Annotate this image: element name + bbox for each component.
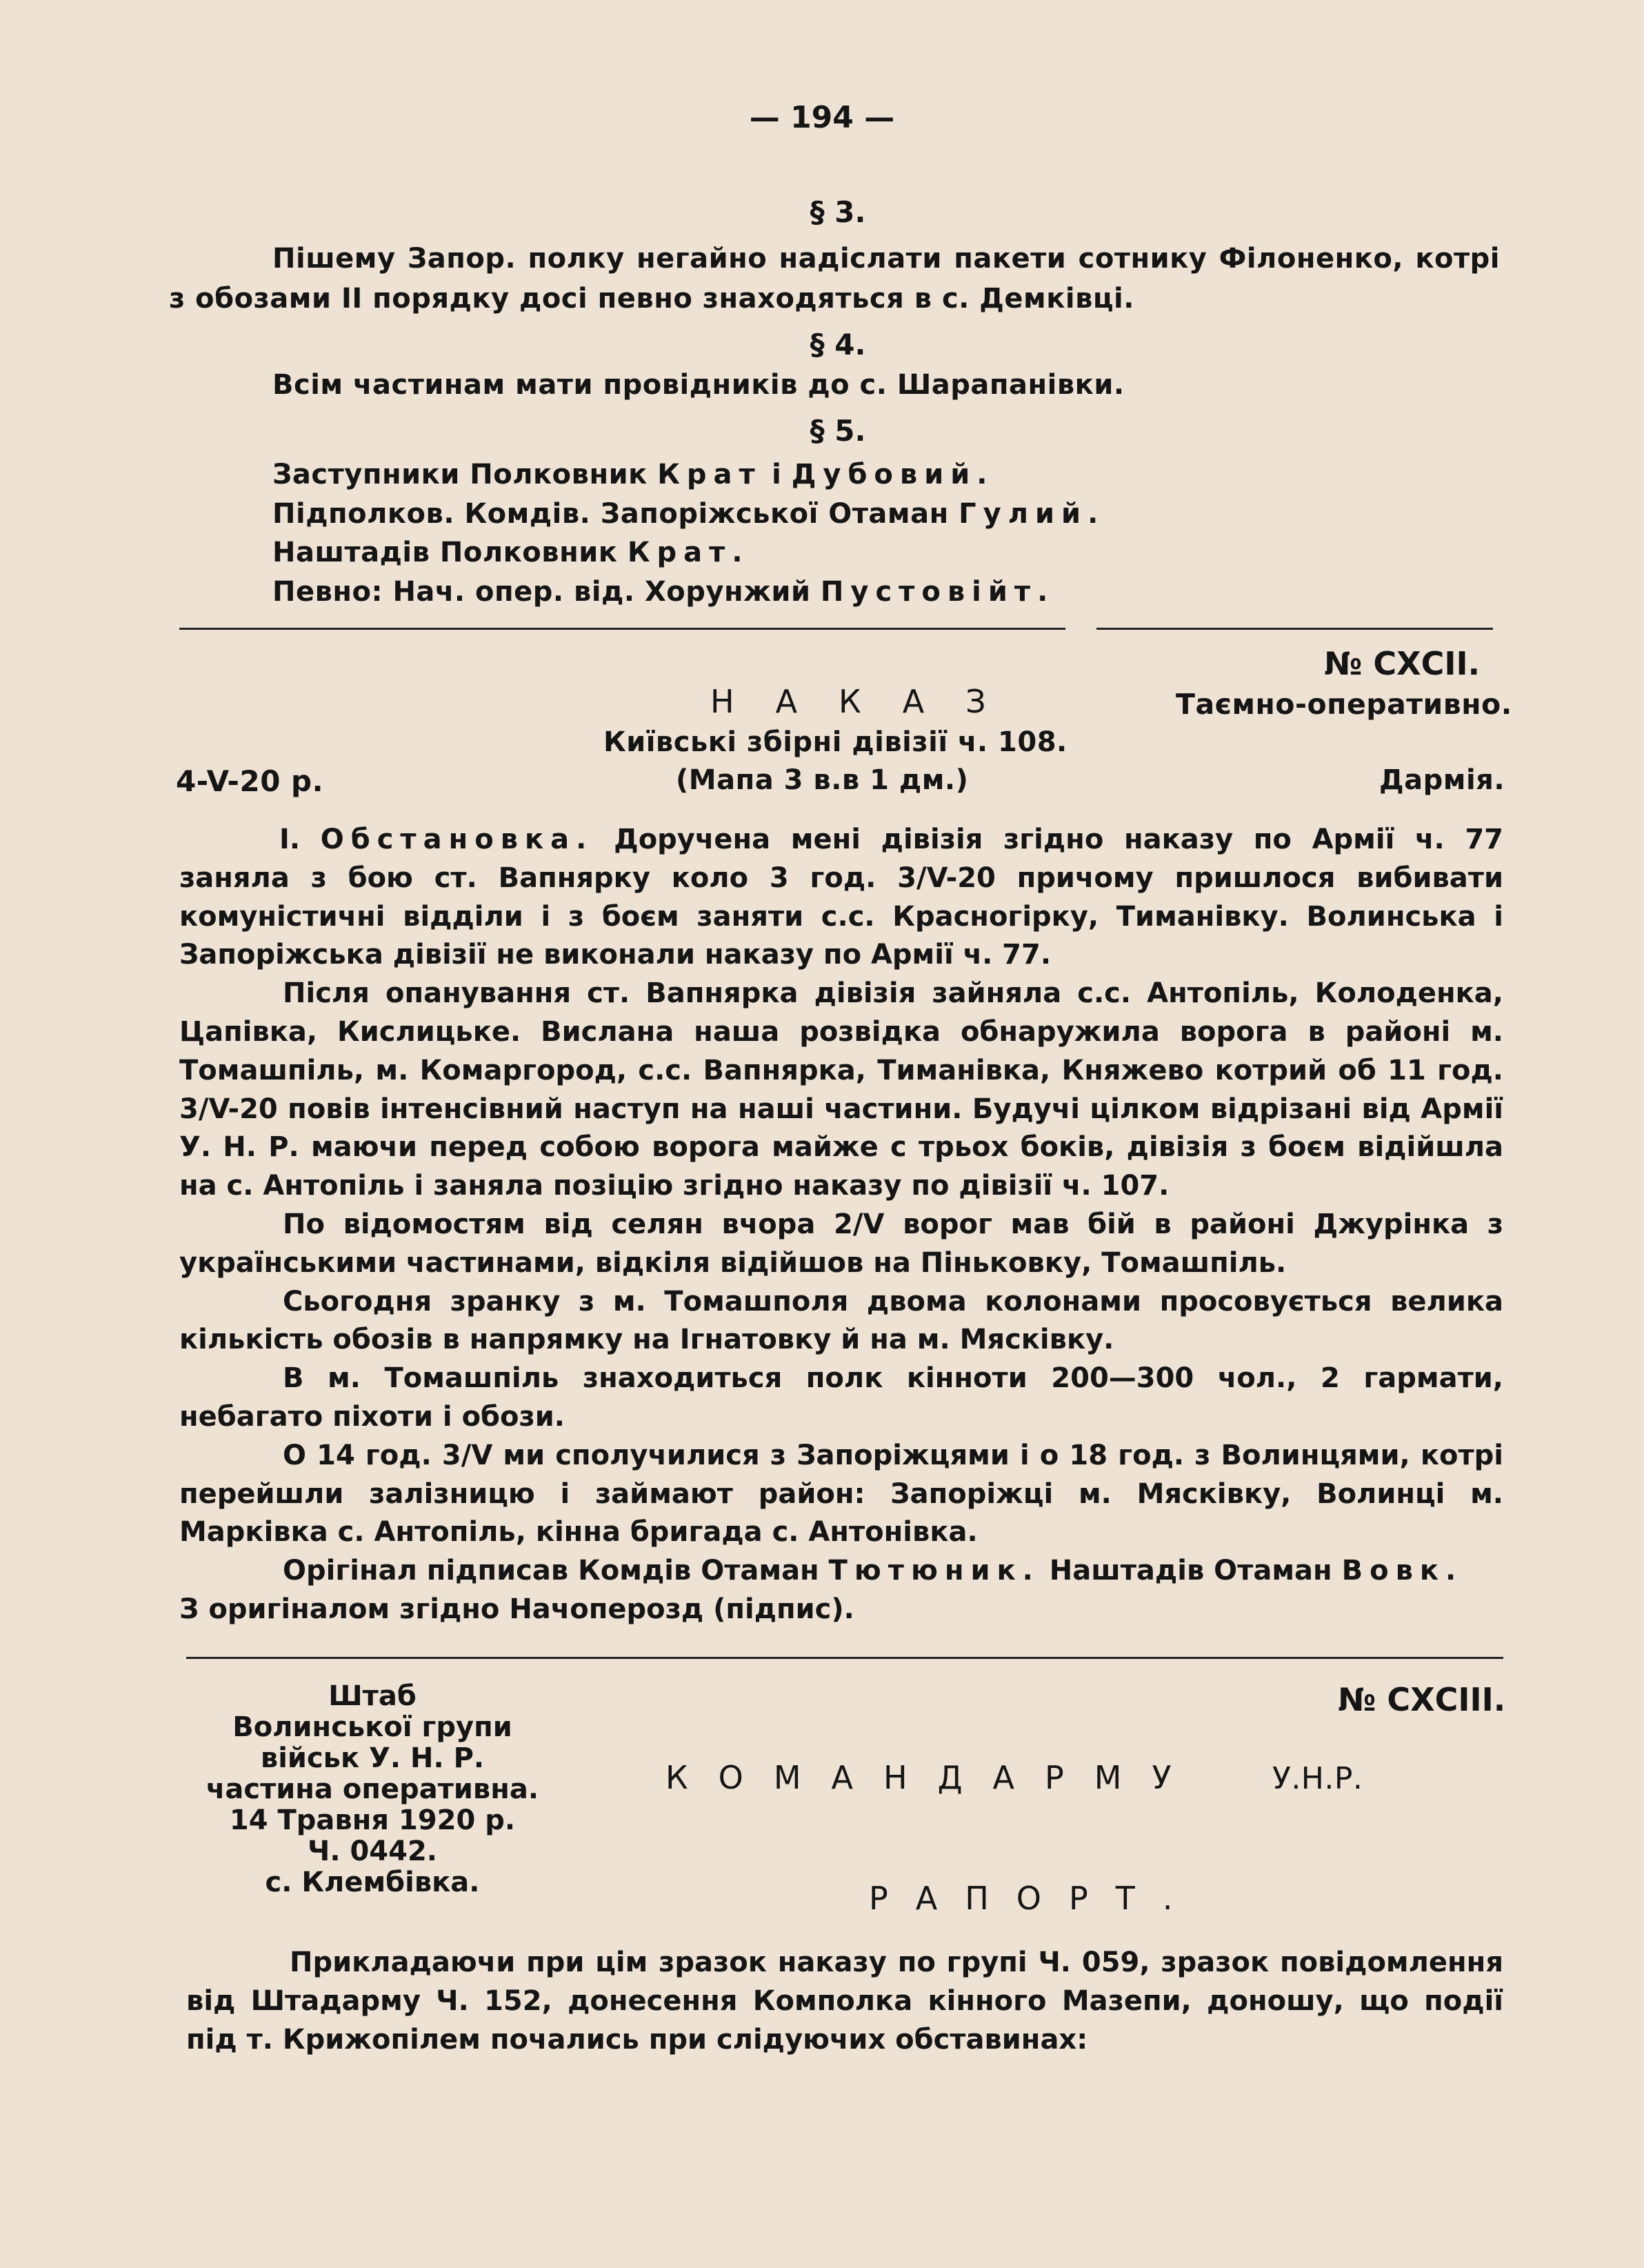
- separator-rule-1b: [1096, 628, 1493, 630]
- separator-rule-1a: [179, 628, 1065, 630]
- signature-name-hulyi: Гулий.: [959, 498, 1105, 530]
- order-cxcii-paragraph-7: [179, 1552, 1503, 1591]
- hq-line-5: 14 Травня 1920 р.: [229, 1804, 516, 1836]
- signature-certified: [272, 576, 1054, 608]
- hq-line-3: військ У. Н. Р.: [260, 1742, 485, 1774]
- order-cxcii-paragraph-7-mid: Наштадів Отаман: [1039, 1555, 1342, 1587]
- report-cxciii-addressee: КОМАНДАРМУ: [665, 1759, 1202, 1796]
- order-cxcii-signature-vovk: Вовк.: [1341, 1555, 1463, 1587]
- order-cxcii-paragraph-2: Після опанування ст. Вапнярка дівізія зайняла с.с. Антопіль, Колоденка, Цапівка, Кислицьке. Вислана наша розвідка обнаружила ворога в районі м. Томашпіль, м. Комаргород, с.с. Вапнярка, Тиманівка, Княжево котрий об 11 год. 3/V-20 повів інтенсівний наступ на наші частини. Будучі цілком відрізані від Армії У. Н. Р. маючи перед собою ворога майже с трьох боків, дівізія з боєм відійшла на с. Антопіль і заняла позіцію згідно наказу по дівізії ч. 107.: [179, 977, 1503, 1202]
- hq-line-1: Штаб: [328, 1680, 417, 1712]
- order-cxcii-paragraph-5: В м. Томашпіль знаходиться полк кінноти 200—300 чол., 2 гармати, небагато піхоти і обози.: [179, 1362, 1503, 1433]
- section-3-line-2: з обозами ІІ порядку досі певно знаходяться в с. Демківці.: [169, 283, 1134, 315]
- order-cxcii-signature-tiutiunyk: Тютюник.: [828, 1555, 1040, 1587]
- order-cxcii-paragraph-3: По відомостям від селян вчора 2/V ворог мав бій в районі Джурінка з українськими частинами, відкіля відійшов на Піньковку, Томашпіль.: [179, 1208, 1503, 1279]
- order-cxcii-paragraph-8: З оригіналом згідно Начоперозд (підпис).: [179, 1593, 854, 1625]
- section-4-mark: § 4.: [810, 328, 866, 361]
- section-4-line-1: Всім частинам мати провідників до с. Шарапанівки.: [272, 369, 1125, 401]
- signature-division-commander-prefix: Підполков. Комдів. Запоріжської Отаман: [272, 498, 959, 530]
- order-cxcii-paragraph-6: О 14 год. 3/V ми сполучилися з Запоріжцями і о 18 год. з Волинцями, котрі перейшли залізницю і займают район: Запоріжці м. Мясківку, Волинці м. Марківка с. Антопіль, кінна бригада с. Антонівка.: [179, 1439, 1503, 1549]
- order-cxcii-subtitle: Київські збірні дівізії ч. 108.: [603, 726, 1067, 758]
- order-cxcii-paragraph-1: [179, 821, 1503, 975]
- order-cxcii-date: 4-V-20 р.: [176, 764, 324, 798]
- report-cxciii-addressee-suffix: У.Н.Р.: [1272, 1761, 1363, 1796]
- signature-conjunction: і: [761, 459, 792, 490]
- hq-line-4: частина оперативна.: [206, 1773, 539, 1805]
- order-cxcii-paragraph-4: Сьогодня зранку з м. Томашполя двома колонами просовується велика кількість обозів в напрямку на Ігнатовку й на м. Мясківку.: [179, 1285, 1503, 1356]
- signature-deputies: [272, 459, 994, 490]
- report-cxciii-body: [186, 1944, 1503, 2059]
- hq-line-2: Волинської групи: [232, 1711, 512, 1743]
- order-cxcii-paragraph-1-label: Обстановка.: [320, 824, 594, 855]
- hq-line-7: с. Клембівка.: [265, 1867, 480, 1898]
- signature-division-commander: [272, 498, 1105, 530]
- signature-name-dubovyi: Дубовий.: [791, 459, 994, 490]
- order-cxcii-location: Дармія.: [1379, 764, 1505, 796]
- report-cxciii-number: № СХСІІІ.: [1338, 1681, 1506, 1718]
- order-cxcii-paragraph-1-prefix: І.: [279, 824, 321, 855]
- section-3-line-1: Пішему Запор. полку негайно надіслати пакети сотнику Філоненко, котрі: [272, 243, 1500, 275]
- order-cxcii-title: НАКАЗ: [710, 683, 1028, 720]
- page-number: — 194 —: [749, 100, 895, 135]
- order-cxcii-number: № СХСІІ.: [1324, 645, 1481, 682]
- signature-deputies-prefix: Заступники Полковник: [272, 459, 658, 490]
- signature-certified-prefix: Певно: Нач. опер. від. Хорунжий: [272, 576, 821, 608]
- section-3-mark: § 3.: [810, 195, 866, 229]
- report-cxciii-headquarters-block: [193, 1681, 552, 1898]
- signature-chief-of-staff: [272, 537, 750, 568]
- order-cxcii-body: [179, 821, 1503, 1629]
- order-cxcii-map: (Мапа 3 в.в 1 дм.): [676, 764, 969, 796]
- signature-name-pustoviit: Пустовійт.: [820, 576, 1055, 608]
- separator-rule-2: [186, 1657, 1503, 1659]
- report-cxciii-title: РАПОРТ.: [869, 1880, 1201, 1917]
- report-cxciii-paragraph-1: Прикладаючи при цім зразок наказу по групі Ч. 059, зразок повідомлення від Штадарму Ч. 152, донесення Комполка кінного Мазепи, доношу, що події під т. Крижопілем почались при слідуючих обставинах:: [186, 1947, 1503, 2056]
- signature-name-krat: Крат: [657, 459, 762, 490]
- section-5-mark: § 5.: [810, 414, 866, 448]
- order-cxcii-paragraph-7-prefix: Орігінал підписав Комдів Отаман: [283, 1555, 829, 1587]
- hq-line-6: Ч. 0442.: [308, 1836, 437, 1867]
- signature-chief-of-staff-prefix: Наштадів Полковник: [272, 537, 628, 568]
- signature-name-krat-2: Крат.: [627, 537, 750, 568]
- order-cxcii-paragraph-1-text: Доручена мені дівізія згідно наказу по Армії ч. 77 заняла з бою ст. Вапнярку коло 3 год. 3/V-20 причому пришлося вибивати комуністичні відділи і з боєм заняти с.с. Красногірку, Тиманівку. Волинська і Запоріжська дівізії не виконали наказу по Армії ч. 77.: [179, 824, 1503, 971]
- order-cxcii-classification: Таємно-оперативно.: [1176, 688, 1512, 721]
